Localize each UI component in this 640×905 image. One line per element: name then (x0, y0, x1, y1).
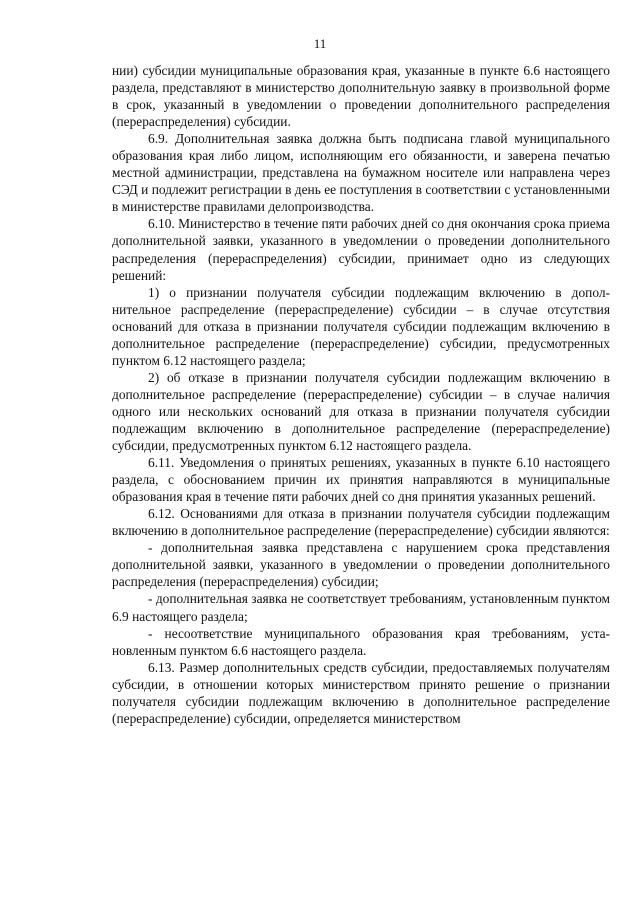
paragraph-6-12-item-3: - несоответствие муниципального образования края требованиям, установленным пунктом 6.6 настоящего раздела. (112, 625, 610, 658)
paragraph-6-10-item-2: 2) об отказе в признании получателя субсидии подлежащим включению в дополнительное распределение (перераспределение) субсидии – в случае наличия одного или нескольких оснований для отказа в признании получателя субсидии подлежащим включению в дополнительное распределение (перераспределение) субсидии, предусмотренных пунктом 6.12 настоящего раздела. (112, 369, 610, 454)
document-body (112, 62, 610, 727)
paragraph-continuation: нии) субсидии муниципальные образования края, указанные в пункте 6.6 настоящего раздела, представляют в министерство дополнительную заявку в произвольной форме в срок, указанный в уведомлении о проведении дополнительного распределения (перераспределения) субсидии. (112, 63, 610, 130)
paragraph-6-13: 6.13. Размер дополнительных средств субсидии, предоставляемых получателям субсидии, в отношении которых министерством принято решение о признании получателя субсидии подлежащим включению в дополнительное распределение (перераспределение) субсидии, определяется министерством (112, 659, 610, 726)
page-number: 11 (313, 36, 327, 51)
paragraph-6-12-item-1: - дополнительная заявка представлена с нарушением срока представления дополнительной заявки, указанного в уведомлении о проведении дополнительного распределения (перераспределения) субсидии; (112, 540, 610, 590)
paragraph-6-9: 6.9. Дополнительная заявка должна быть подписана главой муниципального образования края либо лицом, исполняющим его обязанности, и заверена печатью местной администрации, представлена на бумажном носителе или направлена через СЭД и подлежит регистрации в день ее поступления в соответствии с установленными в министерстве правилами делопроизводства. (112, 131, 610, 215)
paragraph-6-12: 6.12. Основаниями для отказа в признании получателя субсидии подлежащим включению в дополнительное распределение (перераспределение) субсидии являются: (112, 506, 610, 539)
paragraph-6-10-item-1: 1) о признании получателя субсидии подлежащим включению в дополнительное распределение (перераспределение) субсидии – в случае отсутствия оснований для отказа в признании получателя субсидии подлежащим включению в дополнительное распределение (перераспределение) субсидии, предусмотренных пунктом 6.12 настоящего раздела; (112, 284, 610, 368)
paragraph-6-10: 6.10. Министерство в течение пяти рабочих дней со дня окончания срока приема дополнительной заявки, указанного в уведомлении о проведении дополнительного распределения (перераспределения) субсидии, принимает одно из следующих решений: (112, 216, 610, 283)
paragraph-6-11: 6.11. Уведомления о принятых решениях, указанных в пункте 6.10 настоящего раздела, с обоснованием причин их принятия направляются в муниципальные образования края в течение пяти рабочих дней со дня принятия указанных решений. (112, 455, 610, 505)
paragraph-6-12-item-2: - дополнительная заявка не соответствует требованиям, установленным пунктом 6.9 настоящего раздела; (112, 591, 610, 624)
